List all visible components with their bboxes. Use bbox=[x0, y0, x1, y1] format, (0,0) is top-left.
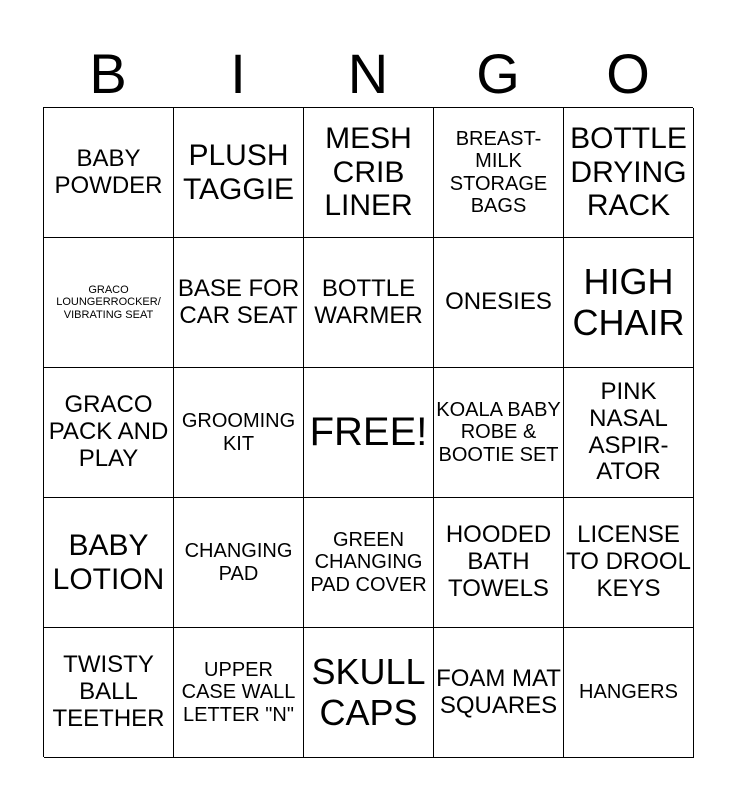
header-letter-g: G bbox=[476, 42, 520, 105]
cell-text: UPPER CASE WALL LETTER "N" bbox=[181, 658, 296, 726]
bingo-header bbox=[43, 40, 693, 108]
bingo-cell[interactable] bbox=[434, 238, 564, 368]
bingo-cell[interactable] bbox=[304, 238, 434, 368]
header-letter-b: B bbox=[89, 42, 127, 105]
cell-text: GREEN CHANGING PAD COVER bbox=[310, 528, 427, 596]
cell-text: TWISTY BALL TEETHER bbox=[52, 651, 165, 732]
bingo-cell[interactable] bbox=[174, 108, 304, 238]
cell-text: MESH CRIB LINER bbox=[324, 122, 413, 223]
header-letter-i: I bbox=[230, 42, 246, 105]
cell-text: BOTTLE DRYING RACK bbox=[570, 122, 687, 223]
bingo-cell[interactable] bbox=[44, 238, 174, 368]
cell-text: FOAM MAT SQUARES bbox=[436, 664, 561, 719]
cell-text: LICENSE TO DROOL KEYS bbox=[566, 521, 691, 602]
bingo-cell[interactable] bbox=[564, 368, 694, 498]
cell-text: GROOMING KIT bbox=[181, 410, 296, 455]
cell-text: BREAST-MILK STORAGE BAGS bbox=[449, 127, 548, 217]
bingo-cell[interactable] bbox=[564, 498, 694, 628]
cell-text: HIGH CHAIR bbox=[572, 261, 685, 343]
bingo-cell[interactable] bbox=[304, 628, 434, 758]
bingo-cell[interactable] bbox=[44, 108, 174, 238]
bingo-cell[interactable] bbox=[174, 238, 304, 368]
cell-text: SKULL CAPS bbox=[311, 651, 426, 733]
bingo-cell[interactable] bbox=[174, 368, 304, 498]
bingo-cell[interactable] bbox=[174, 498, 304, 628]
cell-text: PLUSH TAGGIE bbox=[182, 138, 295, 206]
free-space-text: FREE! bbox=[309, 410, 428, 455]
cell-text: GRACO LOUNGERROCKER/ VIBRATING SEAT bbox=[56, 284, 161, 321]
bingo-cell[interactable] bbox=[434, 108, 564, 238]
bingo-cell[interactable] bbox=[434, 368, 564, 498]
header-letter-o: O bbox=[606, 42, 650, 105]
cell-text: CHANGING PAD bbox=[184, 540, 293, 585]
cell-text: BABY POWDER bbox=[54, 144, 163, 199]
bingo-cell[interactable] bbox=[564, 238, 694, 368]
bingo-cell[interactable] bbox=[304, 498, 434, 628]
bingo-cell[interactable] bbox=[564, 108, 694, 238]
bingo-cell[interactable] bbox=[304, 108, 434, 238]
bingo-card-grid bbox=[43, 107, 693, 757]
bingo-cell[interactable] bbox=[44, 368, 174, 498]
cell-text: GRACO PACK AND PLAY bbox=[48, 391, 169, 472]
cell-text: HOODED BATH TOWELS bbox=[445, 521, 552, 602]
bingo-cell[interactable] bbox=[44, 498, 174, 628]
cell-text: BASE FOR CAR SEAT bbox=[177, 274, 300, 329]
cell-text: BOTTLE WARMER bbox=[314, 274, 423, 329]
cell-text: PINK NASAL ASPIR-ATOR bbox=[588, 377, 669, 486]
cell-text: BABY LOTION bbox=[52, 528, 165, 596]
bingo-cell[interactable] bbox=[434, 628, 564, 758]
cell-text: KOALA BABY ROBE & BOOTIE SET bbox=[436, 398, 561, 466]
bingo-cell[interactable] bbox=[434, 498, 564, 628]
free-space-cell[interactable] bbox=[304, 368, 434, 498]
bingo-cell[interactable] bbox=[564, 628, 694, 758]
header-letter-n: N bbox=[347, 42, 389, 105]
cell-text: HANGERS bbox=[579, 681, 678, 704]
bingo-cell[interactable] bbox=[44, 628, 174, 758]
bingo-cell[interactable] bbox=[174, 628, 304, 758]
cell-text: ONESIES bbox=[445, 288, 552, 316]
